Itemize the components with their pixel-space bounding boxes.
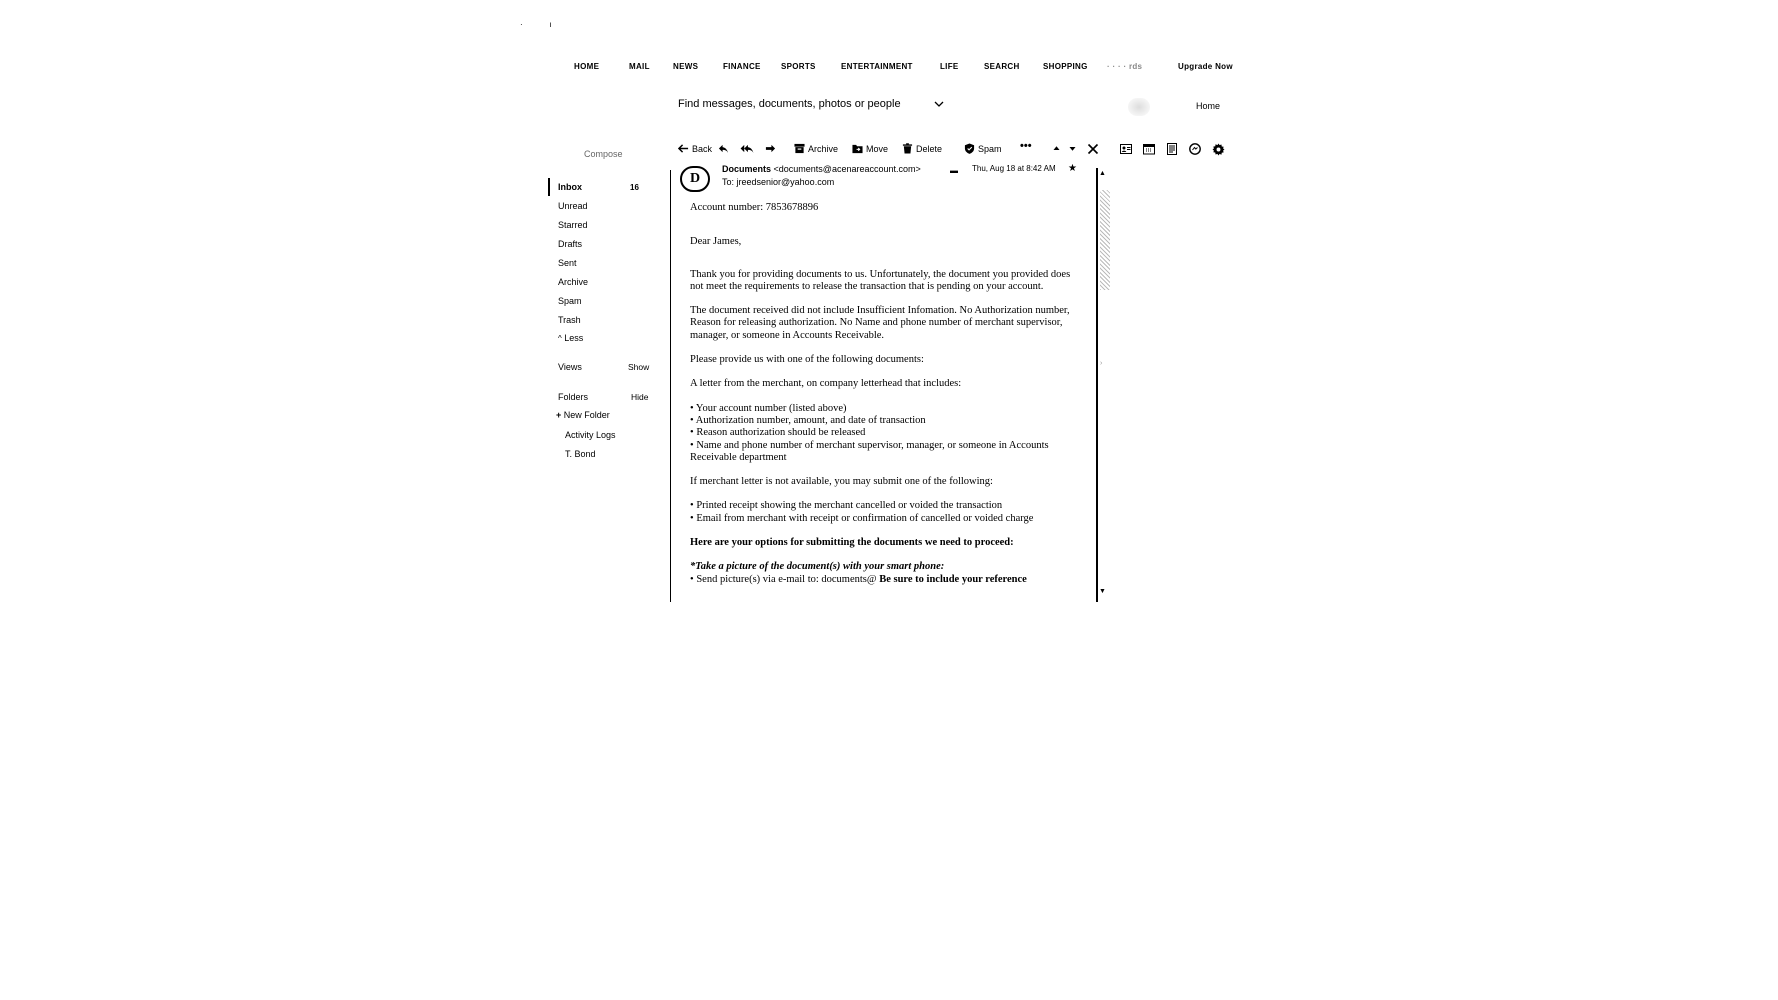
option1-text-a: Send picture(s) via e-mail to: documents@ — [696, 573, 877, 585]
sidebar-folder-activity-logs[interactable]: Activity Logs — [565, 430, 616, 440]
list-item: • Email from merchant with receipt or confirmation of cancelled or voided charge — [690, 513, 1085, 525]
paragraph: Please provide us with one of the following documents: — [690, 354, 924, 366]
paragraph: If merchant letter is not available, you may submit one of the following: — [690, 476, 993, 488]
option1-text: • Send picture(s) via e-mail to: documents@ Be sure to include your reference — [690, 573, 1027, 585]
folders-hide-toggle[interactable]: Hide — [631, 392, 649, 402]
contacts-icon[interactable] — [1120, 143, 1132, 155]
nav-news[interactable]: NEWS — [673, 62, 699, 71]
reply-icon — [718, 143, 729, 154]
inbox-count-badge: 16 — [630, 183, 639, 192]
alternatives-list — [690, 500, 1085, 525]
sidebar-item-spam[interactable]: Spam — [558, 296, 582, 306]
sidebar-item-trash[interactable]: Trash — [558, 315, 581, 325]
options-heading-text: Here are your options for submitting the documents we need to proceed: — [690, 537, 1014, 549]
reply-button[interactable] — [718, 143, 729, 154]
home-link[interactable]: Home — [1196, 101, 1221, 111]
nav-life[interactable]: LIFE — [940, 62, 959, 71]
trash-icon — [902, 143, 913, 154]
search-input[interactable]: Find messages, documents, photos or people — [678, 98, 901, 110]
paragraph: Thank you for providing documents to us. Unfortunately, the document you provided does not meet the requirements to release the transaction that is pending on your account. — [690, 268, 1071, 292]
forward-button[interactable] — [765, 143, 776, 154]
gear-icon[interactable] — [1212, 143, 1225, 156]
upgrade-now-link[interactable]: Upgrade Now — [1178, 62, 1233, 71]
expand-arrow-icon[interactable]: › — [1100, 360, 1103, 367]
message-view — [680, 164, 1090, 602]
sidebar-selection-indicator — [548, 178, 550, 196]
sender-email: <documents@acenareaccount.com> — [773, 164, 921, 174]
sidebar-item-drafts[interactable]: Drafts — [558, 239, 583, 249]
nav-entertainment[interactable]: ENTERTAINMENT — [841, 62, 913, 71]
paragraph: A letter from the merchant, on company letterhead that includes: — [690, 378, 962, 390]
option1-heading — [690, 561, 1085, 573]
list-item: • Your account number (listed above) — [690, 403, 1085, 415]
views-show-toggle[interactable]: Show — [628, 362, 650, 372]
archive-button[interactable] — [794, 143, 838, 154]
folder-move-icon — [852, 143, 863, 154]
avatar[interactable] — [1128, 98, 1150, 116]
top-nav — [562, 62, 1242, 76]
pane-divider — [670, 170, 671, 602]
new-folder-label: New Folder — [563, 410, 610, 420]
list-item: • Reason authorization should be released — [690, 427, 1085, 439]
list-item: • Authorization number, amount, and date of transaction — [690, 415, 1085, 427]
option1-text-b: Be sure to include your reference — [879, 573, 1027, 585]
folders-heading: Folders — [558, 392, 589, 402]
option1-heading-text: *Take a picture of the document(s) with your smart phone: — [690, 561, 945, 573]
delete-button[interactable] — [902, 143, 942, 154]
sender-avatar: D — [680, 166, 710, 192]
compose-button[interactable]: Compose — [584, 149, 623, 159]
sidebar-less-toggle[interactable] — [558, 333, 583, 343]
forward-icon — [765, 143, 776, 154]
back-button[interactable] — [678, 143, 712, 154]
requirements-list — [690, 403, 1085, 464]
recipient-line: To: jreedsenior@yahoo.com — [722, 177, 835, 187]
spam-label: Spam — [978, 143, 1002, 154]
stray-mark: · ı — [520, 20, 552, 29]
sidebar-item-starred[interactable]: Starred — [558, 220, 588, 230]
less-label: Less — [564, 333, 584, 343]
back-label: Back — [692, 143, 713, 154]
nav-mail[interactable]: MAIL — [629, 62, 650, 71]
nav-search[interactable]: SEARCH — [984, 62, 1020, 71]
nav-shopping[interactable]: SHOPPING — [1043, 62, 1088, 71]
next-message-icon[interactable] — [1068, 143, 1077, 154]
delete-label: Delete — [916, 143, 943, 154]
archive-label: Archive — [808, 143, 839, 154]
print-icon[interactable]: ▬ — [950, 166, 958, 175]
sender-name: Documents — [722, 164, 772, 174]
arrow-left-icon — [678, 143, 689, 154]
move-button[interactable] — [852, 143, 888, 154]
spam-button[interactable] — [964, 143, 1002, 154]
nav-home[interactable]: HOME — [574, 62, 600, 71]
message-date: Thu, Aug 18 at 8:42 AM — [972, 164, 1056, 173]
close-icon[interactable] — [1087, 143, 1099, 155]
messenger-icon[interactable] — [1189, 143, 1201, 155]
message-body — [690, 202, 1085, 586]
reply-all-button[interactable] — [740, 143, 754, 154]
sidebar-item-archive[interactable]: Archive — [558, 277, 589, 287]
nav-faded-item[interactable]: · · · · rds — [1107, 62, 1143, 71]
greeting: Dear James, — [690, 236, 742, 248]
nav-sports[interactable]: SPORTS — [781, 62, 816, 71]
more-icon[interactable]: ••• — [1020, 140, 1032, 152]
options-heading — [690, 537, 1085, 549]
move-label: Move — [866, 143, 889, 154]
sidebar-item-sent[interactable]: Sent — [558, 258, 577, 268]
new-folder-button[interactable] — [556, 410, 610, 420]
chevron-down-icon[interactable] — [934, 100, 944, 111]
account-number-line: Account number: 7853678896 — [690, 202, 819, 213]
sidebar-folder-t-bond[interactable]: T. Bond — [565, 449, 596, 459]
plus-icon: + — [556, 410, 562, 420]
sidebar-item-unread[interactable]: Unread — [558, 201, 588, 211]
scroll-up-arrow-icon[interactable]: ▲ — [1099, 170, 1106, 177]
archive-icon — [794, 143, 805, 154]
list-item: • Name and phone number of merchant supervisor, manager, or someone in Accounts Receivable department — [690, 440, 1085, 465]
reply-all-icon — [740, 143, 754, 154]
chevron-up-icon: ^ — [558, 334, 562, 343]
prev-message-icon[interactable] — [1052, 143, 1061, 154]
scrollbar-thumb[interactable] — [1100, 190, 1110, 290]
star-icon[interactable]: ★ — [1068, 164, 1077, 174]
paragraph: The document received did not include Insufficient Infomation. No Authorization number, Reason for releasing authorization. No Name and phone number of merchant supervisor, manager, or someone in Accounts Receivable. — [690, 305, 1070, 341]
notepad-icon[interactable] — [1166, 143, 1178, 155]
sidebar-item-inbox[interactable]: Inbox — [558, 182, 582, 192]
views-heading: Views — [558, 362, 582, 372]
scroll-down-arrow-icon[interactable]: ▼ — [1099, 588, 1106, 595]
shield-icon — [964, 143, 975, 154]
list-item: • Printed receipt showing the merchant cancelled or voided the transaction — [690, 500, 1085, 512]
calendar-icon[interactable] — [1143, 143, 1155, 155]
sender-line — [722, 164, 921, 174]
nav-finance[interactable]: FINANCE — [723, 62, 761, 71]
